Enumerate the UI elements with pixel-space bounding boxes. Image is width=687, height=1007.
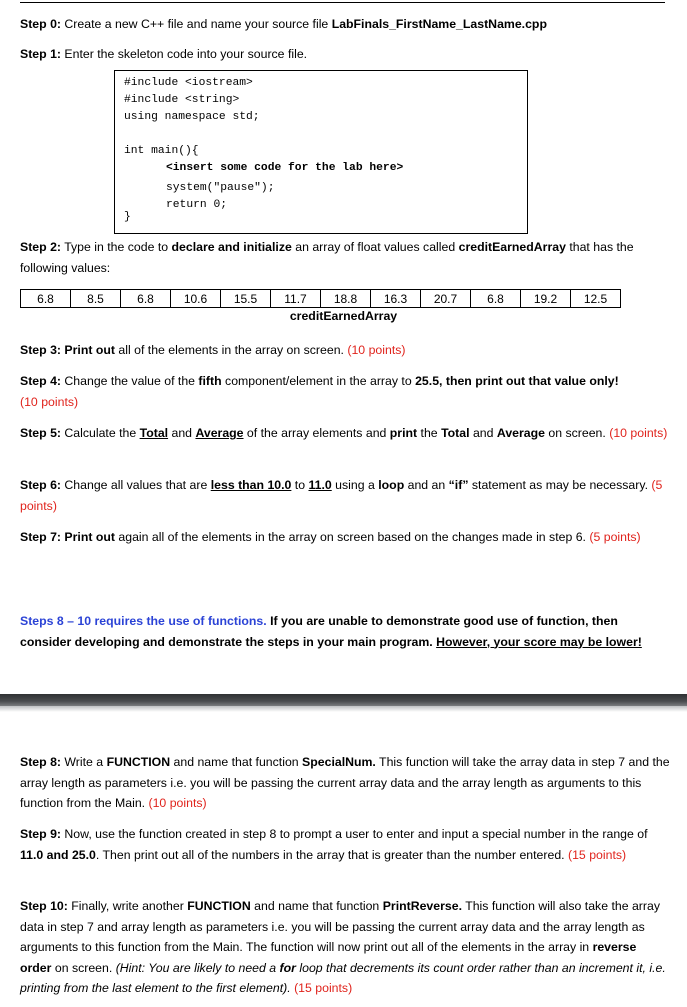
array-cell: 12.5 — [571, 290, 621, 308]
top-rule — [20, 2, 665, 3]
step-9: Step 9: Now, use the function created in step 8 to prompt a user to enter and input a special number in the range of 11.0 and 25.0. Then print out all of the numbers in the array that is greater than the number entered. (15 points) — [20, 827, 648, 862]
code-line: return 0; — [166, 199, 228, 211]
step-8: Step 8: Write a FUNCTION and name that function SpecialNum. This function will take the array data in step 7 and the array length as parameters i.e. you will be passing the current array data and the array length as arguments to this function from the Main. (10 points) — [20, 755, 670, 810]
array-cell: 10.6 — [171, 290, 221, 308]
array-cell: 6.8 — [21, 290, 71, 308]
step-0: Step 0: Create a new C++ file and name your source file LabFinals_FirstName_LastName.cpp — [20, 17, 547, 31]
step-5: Step 5: Calculate the Total and Average of the array elements and print the Total and Average on screen. (10 points) — [20, 426, 668, 440]
step-4: Step 4: Change the value of the fifth component/element in the array to 25.5, then print out that value only! (10 points) — [20, 374, 619, 409]
array-cell: 16.3 — [371, 290, 421, 308]
code-line: } — [124, 211, 131, 223]
step-10: Step 10: Finally, write another FUNCTION and name that function PrintReverse. This function will also take the array data in step 7 and array length as parameters i.e. you will be passing the current array data and the array length as arguments to this function from the Main. The function will now print out all of the elements in the array in reverse order on screen. (Hint: You are likely to need a for loop that decrements its count order rather than an increment it, i.e. printing from the last element to the first element). (15 points) — [20, 899, 666, 995]
step-1: Step 1: Enter the skeleton code into your source file. — [20, 47, 308, 61]
array-cell: 8.5 — [71, 290, 121, 308]
array-cell: 6.8 — [121, 290, 171, 308]
step-6: Step 6: Change all values that are less than 10.0 to 11.0 using a loop and an “if” statement as may be necessary. (5 points) — [20, 478, 663, 513]
code-line: #include <iostream> — [124, 77, 253, 89]
array-cell: 19.2 — [521, 290, 571, 308]
functions-note: Steps 8 – 10 requires the use of functions. If you are unable to demonstrate good use of function, then consider developing and demonstrate the steps in your main program. However, your score may be lower! — [20, 614, 642, 649]
step-7: Step 7: Print out again all of the elements in the array on screen based on the changes made in step 6. (5 points) — [20, 530, 641, 544]
array-values-table — [20, 289, 621, 308]
code-line: using namespace std; — [124, 111, 260, 123]
table-row — [21, 290, 621, 308]
array-cell: 6.8 — [471, 290, 521, 308]
array-cell: 11.7 — [271, 290, 321, 308]
page-divider-shadow — [0, 706, 687, 712]
code-line: #include <string> — [124, 94, 240, 106]
skeleton-code-box — [114, 70, 528, 234]
array-caption: creditEarnedArray — [289, 309, 398, 323]
array-cell: 18.8 — [321, 290, 371, 308]
step-2: Step 2: Type in the code to declare and initialize an array of float values called creditEarnedArray that has the following values: — [20, 240, 634, 275]
code-line: system("pause"); — [166, 182, 275, 194]
page-divider — [0, 694, 687, 706]
array-cell: 20.7 — [421, 290, 471, 308]
array-cell: 15.5 — [221, 290, 271, 308]
step-3: Step 3: Print out all of the elements in the array on screen. (10 points) — [20, 343, 406, 357]
code-line: <insert some code for the lab here> — [166, 162, 404, 174]
code-line: int main(){ — [124, 145, 199, 157]
